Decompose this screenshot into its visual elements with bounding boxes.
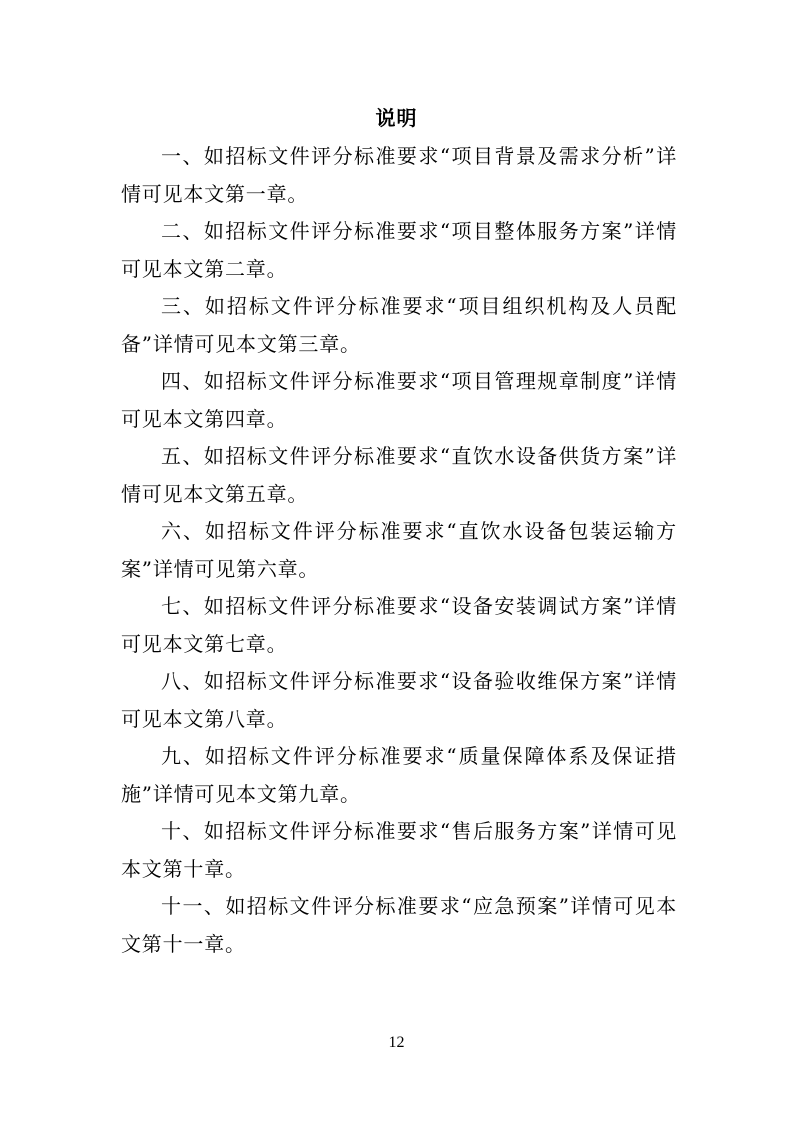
paragraph-2: 二、如招标文件评分标准要求“项目整体服务方案”详情可见本文第二章。	[121, 219, 677, 281]
paragraph-3: 三、如招标文件评分标准要求“项目组织机构及人员配备”详情可见本文第三章。	[121, 294, 677, 356]
paragraph-11: 十一、如招标文件评分标准要求“应急预案”详情可见本文第十一章。	[121, 894, 677, 956]
paragraph-10: 十、如招标文件评分标准要求“售后服务方案”详情可见本文第十章。	[121, 819, 677, 881]
paragraph-9: 九、如招标文件评分标准要求“质量保障体系及保证措施”详情可见本文第九章。	[121, 744, 677, 806]
paragraph-5: 五、如招标文件评分标准要求“直饮水设备供货方案”详情可见本文第五章。	[121, 444, 677, 506]
paragraph-8: 八、如招标文件评分标准要求“设备验收维保方案”详情可见本文第八章。	[121, 669, 677, 731]
paragraph-7: 七、如招标文件评分标准要求“设备安装调试方案”详情可见本文第七章。	[121, 594, 677, 656]
page-number: 12	[388, 1034, 405, 1051]
paragraph-6: 六、如招标文件评分标准要求“直饮水设备包装运输方案”详情可见第六章。	[121, 519, 677, 581]
paragraph-4: 四、如招标文件评分标准要求“项目管理规章制度”详情可见本文第四章。	[121, 369, 677, 431]
paragraph-1: 一、如招标文件评分标准要求“项目背景及需求分析”详情可见本文第一章。	[121, 144, 677, 206]
body-text	[121, 138, 677, 963]
page-title: 说明	[375, 106, 418, 130]
